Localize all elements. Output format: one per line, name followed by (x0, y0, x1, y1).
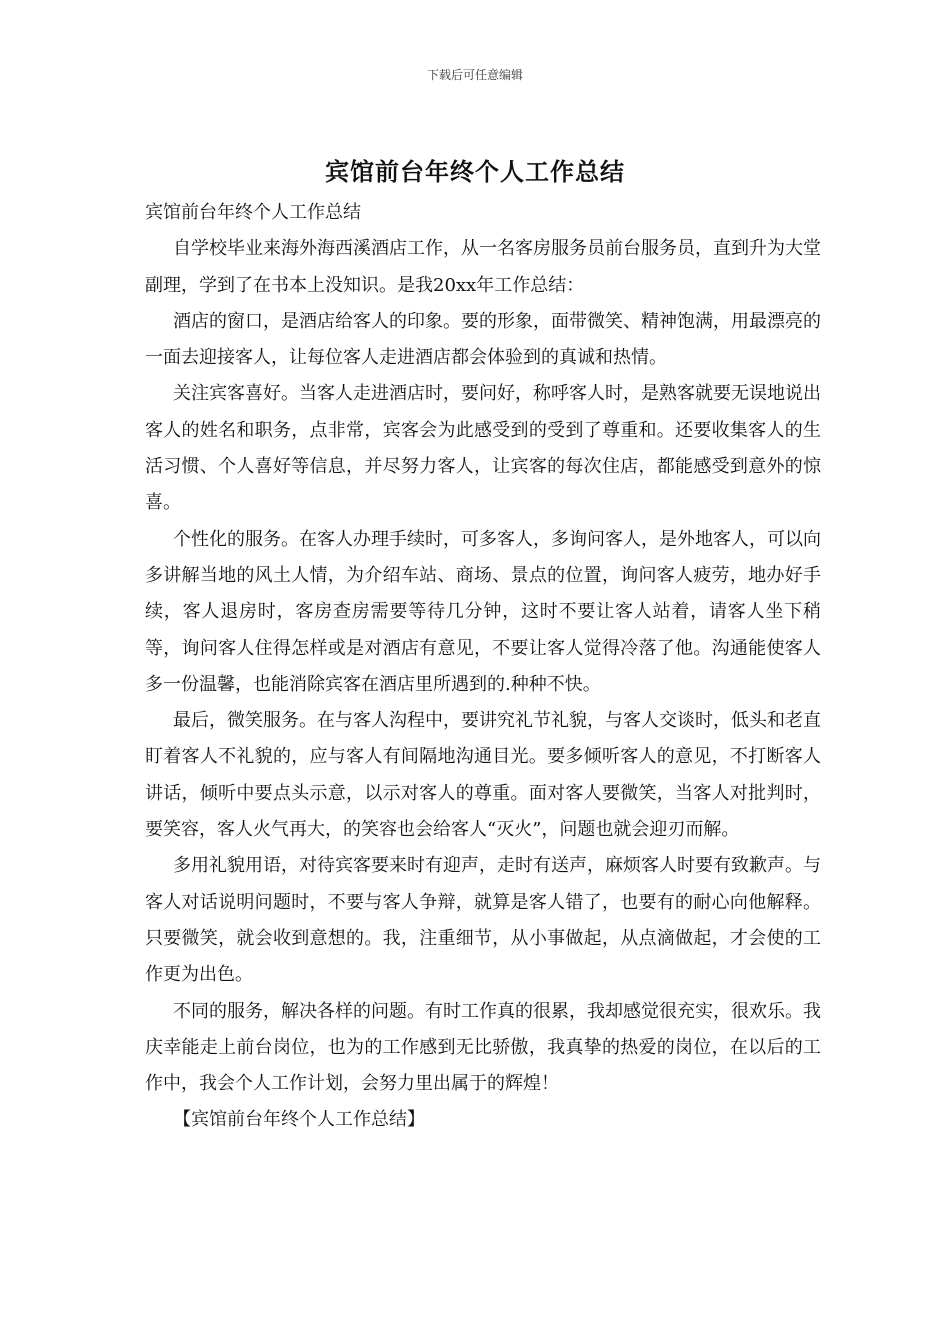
paragraph-conclusion: 不同的服务，解决各样的问题。有时工作真的很累，我却感觉很充实，很欢乐。我庆幸能走上前台岗位，也为的工作感到无比骄傲，我真挚的热爱的岗位，在以后的工作中，我会个人工作计划，会努力里出属于的辉煌！ (145, 1000, 821, 1095)
paragraph-intro: 自学校毕业来海外海西溪酒店工作，从一名客房服务员前台服务员，直到升为大堂副理，学到了在书本上没知识。是我20xx年工作总结： (145, 238, 821, 296)
paragraph-guest-preferences: 关注宾客喜好。当客人走进酒店时，要问好，称呼客人时，是熟客就要无误地说出客人的姓名和职务，点非常，宾客会为此感受到的受到了尊重和。还要收集客人的生活习惯、个人喜好等信息，并尽努力客人，让宾客的每次住店，都能感受到意外的惊喜。 (145, 383, 821, 514)
paragraph-image: 酒店的窗口，是酒店给客人的印象。要的形象，面带微笑、精神饱满，用最漂亮的一面去迎接客人，让每位客人走进酒店都会体验到的真诚和热情。 (145, 310, 821, 369)
document-title: 宾馆前台年终个人工作总结 (325, 157, 625, 186)
paragraph-personalized-service: 个性化的服务。在客人办理手续时，可多客人，多询问客人，是外地客人，可以向多讲解当地的风土人情，为介绍车站、商场、景点的位置，询问客人疲劳，地办好手续，客人退房时，客房查房需要等待几分钟，这时不要让客人站着，请客人坐下稍等，询问客人住得怎样或是对酒店有意见，不要让客人觉得冷落了他。沟通能使客人多一份温馨，也能消除宾客在酒店里所遇到的.种种不快。 (145, 528, 821, 695)
paragraph-smile-service: 最后，微笑服务。在与客人沟程中，要讲究礼节礼貌，与客人交谈时，低头和老直盯着客人不礼貌的，应与客人有间隔地沟通目光。要多倾听客人的意见，不打断客人讲话，倾听中要点头示意，以示对客人的尊重。面对客人要微笑，当客人对批判时，要笑容，客人火气再大，的笑容也会给客人“灭火”，问题也就会迎刃而解。 (145, 710, 821, 841)
paragraph-closing-title: 【宾馆前台年终个人工作总结】 (173, 1109, 425, 1131)
document-subtitle: 宾馆前台年终个人工作总结 (145, 202, 361, 223)
document-body (145, 195, 821, 1139)
paragraph-polite-language: 多用礼貌用语，对待宾客要来时有迎声，走时有送声，麻烦客人时要有致歉声。与客人对话说明问题时，不要与客人争辩，就算是客人错了，也要有的耐心向他解释。只要微笑，就会收到意想的。我，注重细节，从小事做起，从点滴做起，才会使的工作更为出色。 (145, 855, 821, 986)
header-note: 下载后可任意编辑 (426, 68, 523, 82)
